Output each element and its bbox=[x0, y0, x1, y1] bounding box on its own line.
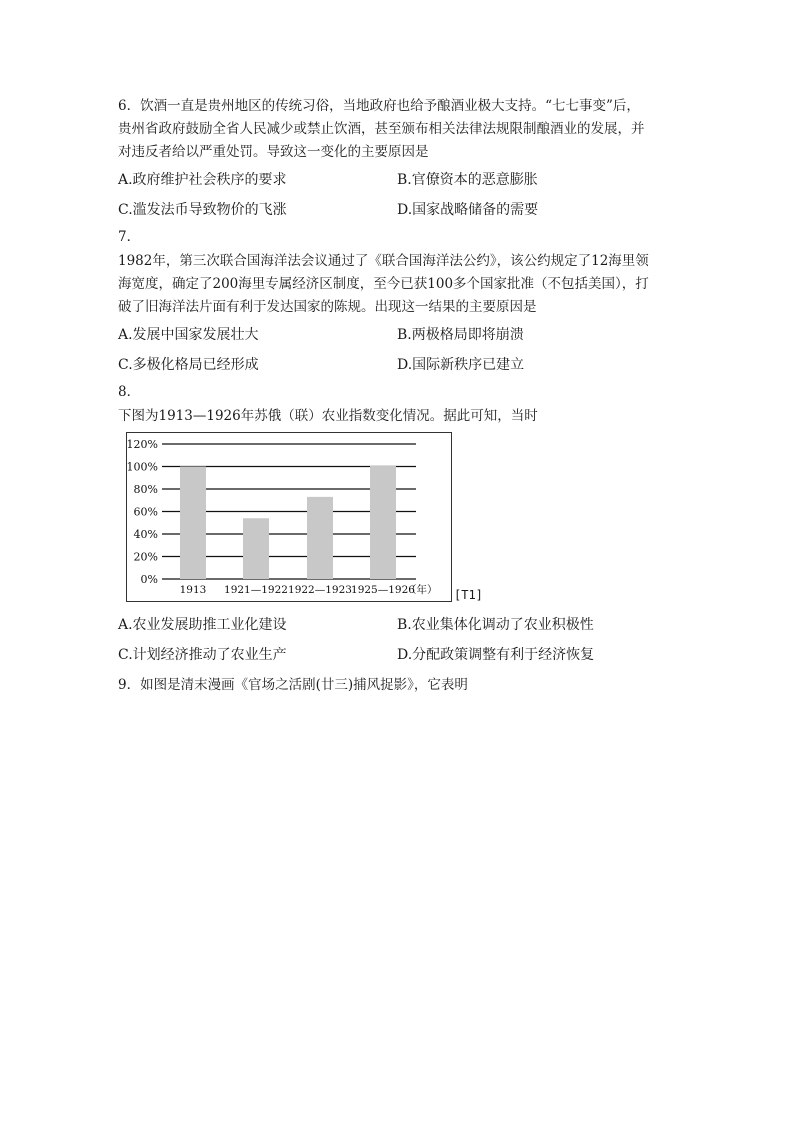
y-tick-label: 120% bbox=[126, 438, 158, 451]
q6-line-2: 贵州省政府鼓励全省人民减少或禁止饮酒，甚至颁布相关法律法规限制酿酒业的发展，并 bbox=[118, 121, 645, 137]
q6-option-d[interactable]: D.国家战略储备的需要 bbox=[397, 202, 539, 218]
q8-option-a[interactable]: A.农业发展助推工业化建设 bbox=[118, 617, 287, 633]
q6-line-1: 6．饮酒一直是贵州地区的传统习俗，当地政府也给予酿酒业极大支持。“七七事变”后， bbox=[118, 98, 640, 114]
y-tick-label: 80% bbox=[133, 483, 158, 496]
agriculture-index-chart bbox=[126, 432, 452, 602]
q7-option-d[interactable]: D.国际新秩序已建立 bbox=[397, 357, 525, 373]
x-tick-label: 1913 bbox=[179, 584, 207, 596]
bar bbox=[307, 497, 333, 579]
q7-line-1: 1982年，第三次联合国海洋法会议通过了《联合国海洋法公约》，该公约规定了12海里领 bbox=[118, 253, 649, 269]
q6-option-b[interactable]: B.官僚资本的恶意膨胀 bbox=[397, 172, 538, 188]
chart-svg bbox=[126, 432, 452, 602]
chart-frame bbox=[127, 433, 452, 602]
q7-line-3: 破了旧海洋法片面有利于发达国家的陈规。出现这一结果的主要原因是 bbox=[118, 299, 537, 315]
y-tick-label: 100% bbox=[126, 460, 158, 474]
q6-option-a[interactable]: A.政府维护社会秩序的要求 bbox=[118, 172, 287, 188]
y-tick-label: 60% bbox=[133, 505, 158, 519]
q8-option-b[interactable]: B.农业集体化调动了农业积极性 bbox=[397, 617, 594, 633]
y-tick-label: 0% bbox=[140, 573, 158, 586]
q7-number: 7． bbox=[118, 229, 141, 245]
x-tick-label: 1921—1922 bbox=[224, 584, 288, 596]
y-tick-label: 40% bbox=[133, 528, 158, 541]
y-tick-label: 20% bbox=[133, 550, 158, 564]
q7-line-2: 海宽度，确定了200海里专属经济区制度，至今已获100多个国家批准（不包括美国），打 bbox=[118, 276, 649, 292]
q7-option-a[interactable]: A.发展中国家发展壮大 bbox=[118, 327, 259, 343]
q7-option-b[interactable]: B.两极格局即将崩溃 bbox=[397, 327, 524, 343]
q7-option-c[interactable]: C.多极化格局已经形成 bbox=[118, 357, 259, 373]
chart-tag: [T1] bbox=[454, 588, 483, 602]
bar bbox=[243, 518, 269, 579]
q6-line-3: 对违反者给以严重处罚。导致这一变化的主要原因是 bbox=[118, 144, 429, 160]
bar bbox=[370, 465, 396, 579]
q8-line-1: 下图为1913—1926年苏俄（联）农业指数变化情况。据此可知，当时 bbox=[118, 408, 538, 424]
bar bbox=[180, 467, 206, 580]
q8-option-c[interactable]: C.计划经济推动了农业生产 bbox=[118, 647, 287, 663]
x-unit-label: （年） bbox=[406, 584, 438, 596]
x-tick-label: 1925—1926 bbox=[351, 584, 415, 596]
x-tick-label: 1922—1923 bbox=[288, 584, 352, 596]
q8-number: 8． bbox=[118, 384, 141, 400]
q8-option-d[interactable]: D.分配政策调整有利于经济恢复 bbox=[397, 647, 595, 663]
q6-option-c[interactable]: C.滥发法币导致物价的飞涨 bbox=[118, 202, 287, 218]
q9-line-1: 9．如图是清末漫画《官场之活剧(廿三)捕风捉影》，它表明 bbox=[118, 677, 468, 693]
